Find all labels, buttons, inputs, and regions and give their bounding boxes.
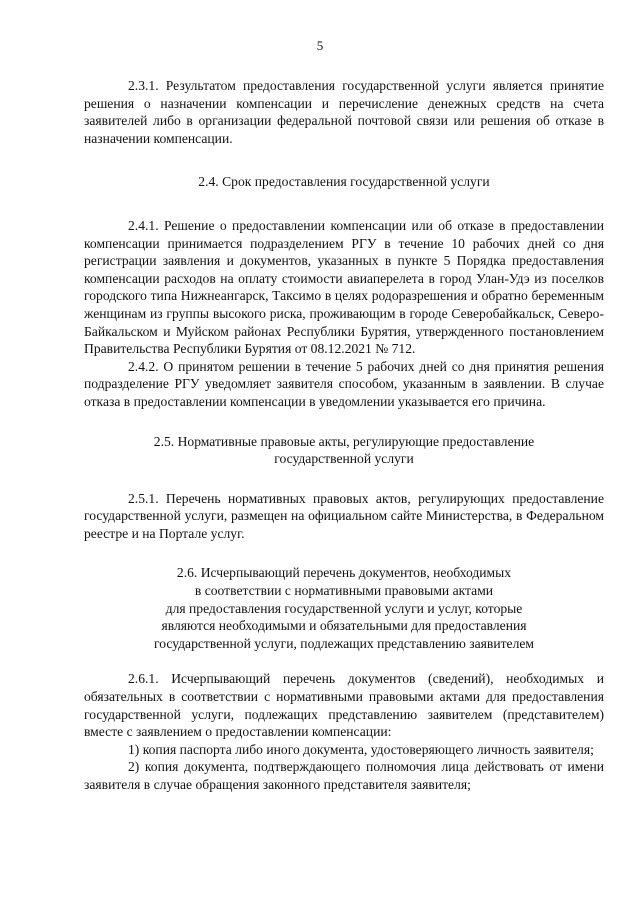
heading-2-6-line: для предоставления государственной услуги и услуг, которые [165, 600, 523, 616]
heading-2-6-line: государственной услуги, подлежащих представлению заявителем [153, 635, 535, 651]
paragraph-2-5-1: 2.5.1. Перечень нормативных правовых актов, регулирующих предоставление государственной услуги, размещен на официальном сайте Министерства, в Федеральном реестре и на Портале услуг. [84, 490, 604, 541]
heading-2-5-line: государственной услуги [274, 451, 414, 467]
heading-2-6 [84, 564, 604, 652]
heading-2-5-line: 2.5. Нормативные правовые акты, регулирующие предоставление [153, 433, 535, 449]
heading-2-6-line: в соответствии с нормативными правовыми актами [194, 583, 494, 599]
page-number: 5 [316, 38, 324, 53]
document-body [84, 77, 604, 794]
paragraph-2-6-1: 2.6.1. Исчерпывающий перечень документов (сведений), необходимых и обязательных в соответствии с нормативными правовыми актами для предоставления государственной услуги, подлежащих представлению заявителем (представителем) вместе с заявлением о предоставлении компенсации: [84, 671, 604, 740]
heading-2-6-line: являются необходимыми и обязательными для предоставления [161, 618, 527, 634]
heading-2-4: 2.4. Срок предоставления государственной услуги [198, 174, 490, 190]
paragraph-2-4-2: 2.4.2. О принятом решении в течение 5 рабочих дней со дня принятия решения подразделение РГУ уведомляет заявителя способом, указанным в заявлении. В случае отказа в предоставлении компенсации в уведомлении указывается его причина. [84, 358, 604, 409]
heading-2-6-line: 2.6. Исчерпывающий перечень документов, необходимых [176, 565, 512, 581]
list-item: 2) копия документа, подтверждающего полномочия лица действовать от имени заявителя в случае обращения законного представителя заявителя; [84, 759, 604, 792]
paragraph-2-4-1: 2.4.1. Решение о предоставлении компенсации или об отказе в предоставлении компенсации принимается подразделением РГУ в течение 10 рабочих дней со дня регистрации заявления и документов, указанных в пункте 5 Порядка предоставления компенсации расходов на оплату стоимости авиаперелета в город Улан-Удэ из поселков городского типа Нижнеангарск, Таксимо в целях родоразрешения и обратно беременным женщинам из группы высокого риска, проживающим в городе Северобайкальск, Северо-Байкальском и Муйском районах Республики Бурятия, утвержденного постановлением Правительства Республики Бурятия от 08.12.2021 № 712. [84, 217, 604, 357]
heading-2-5 [84, 433, 604, 468]
paragraph-2-3-1: 2.3.1. Результатом предоставления государственной услуги является принятие решения о назначении компенсации и перечисление денежных средств на счета заявителей либо в организации федеральной почтовой связи или решения об отказе в назначении компенсации. [84, 78, 604, 146]
list-item: 1) копия паспорта либо иного документа, удостоверяющего личность заявителя; [128, 741, 594, 757]
